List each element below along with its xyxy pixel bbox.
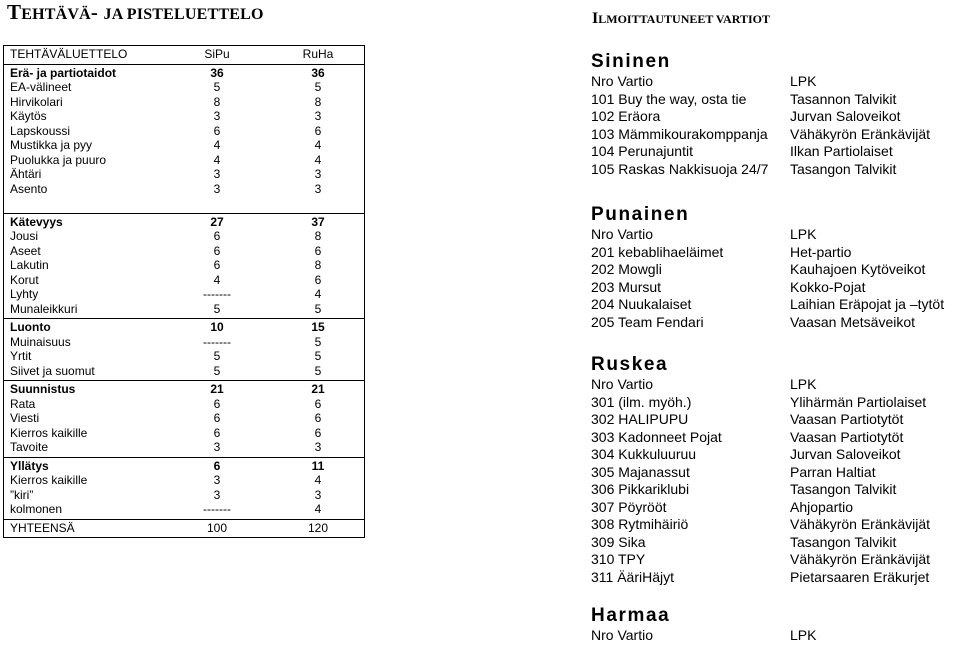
score-group bbox=[4, 214, 364, 320]
ruha-points: 6 bbox=[314, 243, 322, 258]
score-row bbox=[4, 521, 364, 536]
sipu-points: 6 bbox=[213, 458, 221, 473]
header-number-patrol: Nro Vartio bbox=[591, 73, 653, 89]
patrol-lpk: Ilkan Partiolaiset bbox=[790, 143, 893, 159]
sipu-points: 3 bbox=[213, 181, 221, 196]
sipu-points: 4 bbox=[213, 152, 221, 167]
task-name: Rata bbox=[10, 396, 36, 411]
score-row bbox=[4, 124, 364, 139]
score-group bbox=[4, 381, 364, 458]
sipu-points: 6 bbox=[213, 411, 221, 425]
score-row bbox=[4, 397, 364, 412]
sipu-points: 5 bbox=[213, 349, 221, 363]
ruha-points: 3 bbox=[314, 167, 322, 181]
patrol-row bbox=[591, 278, 866, 297]
patrol-row bbox=[591, 446, 901, 464]
task-name: EA-välineet bbox=[10, 80, 72, 94]
score-row bbox=[4, 349, 364, 364]
patrol-lpk: Kauhajoen Kytöveikot bbox=[790, 261, 926, 277]
patrol-lpk: Tasannon Talvikit bbox=[790, 90, 897, 107]
ruha-points: 5 bbox=[314, 349, 322, 363]
team-color-heading: Sininen bbox=[591, 51, 671, 72]
score-row bbox=[4, 229, 364, 244]
score-row bbox=[4, 426, 364, 441]
score-row bbox=[4, 95, 364, 110]
sipu-points: 6 bbox=[213, 425, 221, 440]
score-row bbox=[4, 287, 364, 302]
patrol-lpk: Vähäkyrön Eränkävijät bbox=[790, 551, 931, 567]
score-row bbox=[4, 440, 364, 455]
ruha-points: 8 bbox=[314, 229, 322, 243]
score-row bbox=[4, 473, 364, 488]
patrol-name: 309 Sika bbox=[591, 533, 646, 550]
patrol-row bbox=[591, 568, 930, 587]
ruha-points: 5 bbox=[314, 334, 322, 349]
score-row bbox=[4, 167, 364, 182]
patrol-lpk: Vähäkyrön Eränkävijät bbox=[790, 125, 931, 142]
patrol-lpk: Vähäkyrön Eränkävijät bbox=[790, 516, 931, 532]
patrol-name: 101 Buy the way, osta tie bbox=[591, 90, 747, 107]
team-color-heading: Ruskea bbox=[591, 354, 669, 375]
patrol-row bbox=[591, 296, 945, 314]
sipu-points: 5 bbox=[213, 80, 221, 94]
score-group bbox=[4, 520, 364, 538]
sipu-points: 3 bbox=[213, 487, 221, 502]
team-list-header bbox=[591, 627, 817, 645]
sipu-points: 4 bbox=[213, 138, 221, 152]
patrol-lpk: Jurvan Saloveikot bbox=[790, 108, 901, 124]
task-name: Munaleikkuri bbox=[10, 301, 78, 316]
sipu-points: 4 bbox=[213, 272, 221, 287]
task-name: Yllätys bbox=[10, 458, 49, 473]
task-name: kolmonen bbox=[10, 502, 63, 516]
patrol-row bbox=[591, 90, 897, 109]
task-name: Siivet ja suomut bbox=[10, 363, 95, 378]
task-name: Kierros kaikille bbox=[10, 473, 88, 487]
team-color-heading: Harmaa bbox=[591, 605, 671, 626]
sipu-points: 6 bbox=[213, 229, 221, 243]
patrol-lpk: Tasangon Talvikit bbox=[790, 160, 897, 177]
score-row bbox=[4, 196, 364, 211]
patrol-name: 105 Raskas Nakkisuoja 24/7 bbox=[591, 160, 769, 177]
patrol-lpk: Vaasan Metsäveikot bbox=[790, 313, 916, 330]
patrol-name: 310 TPY bbox=[591, 551, 646, 567]
patrol-lpk: Vaasan Partiotytöt bbox=[790, 411, 904, 427]
score-table-header bbox=[4, 47, 364, 62]
ruha-points: 3 bbox=[314, 487, 322, 502]
ruha-points: 8 bbox=[314, 94, 322, 109]
patrol-name: 306 Pikkariklubi bbox=[591, 481, 690, 497]
patrol-name: 311 ÄäriHäjyt bbox=[591, 568, 675, 585]
ruha-points: 11 bbox=[311, 458, 325, 473]
task-name: Suunnistus bbox=[10, 382, 76, 396]
sipu-points: ------- bbox=[203, 287, 231, 301]
patrol-row bbox=[591, 108, 901, 126]
score-category-row bbox=[4, 66, 364, 81]
patrol-row bbox=[591, 551, 931, 569]
task-name: Jousi bbox=[10, 229, 39, 243]
task-name: YHTEENSÄ bbox=[10, 520, 75, 535]
patrol-row bbox=[591, 261, 926, 279]
patrol-lpk: Parran Haltiat bbox=[790, 463, 876, 480]
patrol-row bbox=[591, 160, 897, 179]
sipu-points: 100 bbox=[206, 520, 228, 535]
sipu-points: 10 bbox=[210, 320, 224, 334]
patrol-row bbox=[591, 143, 893, 161]
patrol-row bbox=[591, 313, 916, 332]
ruha-points: 36 bbox=[311, 65, 325, 80]
team-section bbox=[591, 204, 945, 331]
ruha-points: 15 bbox=[311, 320, 325, 334]
ruha-points: 120 bbox=[307, 520, 329, 535]
header-lpk: LPK bbox=[790, 376, 817, 392]
patrol-name: 307 Pöyrööt bbox=[591, 498, 667, 515]
patrol-row bbox=[591, 428, 904, 447]
sipu-points: ------- bbox=[203, 502, 231, 516]
score-row bbox=[4, 153, 364, 168]
patrol-name: 203 Mursut bbox=[591, 278, 662, 295]
patrol-row bbox=[591, 243, 852, 262]
score-row bbox=[4, 109, 364, 124]
task-name: Mustikka ja pyy bbox=[10, 138, 93, 152]
sipu-points: 6 bbox=[213, 243, 221, 258]
task-name: Lapskoussi bbox=[10, 123, 71, 138]
patrol-name: 302 HALIPUPU bbox=[591, 411, 689, 427]
patrol-lpk: Kokko-Pojat bbox=[790, 278, 866, 295]
patrol-name: 301 (ilm. myöh.) bbox=[591, 393, 692, 410]
patrol-name: 103 Mämmikourakomppanja bbox=[591, 125, 768, 142]
task-name: Kierros kaikille bbox=[10, 425, 88, 440]
patrol-name: 201 kebablihaeläimet bbox=[591, 243, 724, 260]
patrol-name: 205 Team Fendari bbox=[591, 313, 704, 330]
patrol-lpk: Jurvan Saloveikot bbox=[790, 446, 901, 462]
header-number-patrol: Nro Vartio bbox=[591, 627, 653, 643]
sipu-points: 21 bbox=[210, 382, 224, 396]
patrol-row bbox=[591, 393, 927, 412]
team-section bbox=[591, 605, 817, 645]
ruha-points: 4 bbox=[314, 502, 322, 516]
score-category-row bbox=[4, 459, 364, 474]
score-row bbox=[4, 488, 364, 503]
header-task-list: TEHTÄVÄLUETTELO bbox=[10, 47, 128, 61]
score-category-row bbox=[4, 320, 364, 335]
task-name: Viesti bbox=[10, 411, 40, 425]
task-name: Ähtäri bbox=[10, 167, 42, 181]
task-name: Luonto bbox=[10, 320, 51, 334]
task-name: Lyhty bbox=[10, 287, 39, 301]
task-name: Puolukka ja puuro bbox=[10, 152, 107, 167]
team-section bbox=[591, 51, 931, 178]
ruha-points: 4 bbox=[314, 138, 322, 152]
task-name: Korut bbox=[10, 272, 39, 287]
header-number-patrol: Nro Vartio bbox=[591, 376, 653, 392]
patrol-lpk: Tasangon Talvikit bbox=[790, 533, 897, 550]
team-color-heading: Punainen bbox=[591, 204, 690, 225]
score-row bbox=[4, 138, 364, 153]
score-category-row bbox=[4, 215, 364, 230]
ruha-points: 21 bbox=[311, 382, 325, 396]
ruha-points: 4 bbox=[314, 152, 322, 167]
team-list-header bbox=[591, 376, 817, 394]
score-group bbox=[4, 319, 364, 381]
patrol-lpk: Tasangon Talvikit bbox=[790, 481, 897, 497]
sipu-points: 36 bbox=[210, 65, 224, 80]
score-row bbox=[4, 302, 364, 317]
patrol-name: 308 Rytmihäiriö bbox=[591, 516, 689, 532]
patrol-name: 102 Eräora bbox=[591, 108, 661, 124]
sipu-points: 3 bbox=[213, 473, 221, 487]
task-name: Yrtit bbox=[10, 349, 32, 363]
ruha-points: 6 bbox=[314, 396, 322, 411]
score-row bbox=[4, 182, 364, 197]
sipu-points: ------- bbox=[203, 334, 231, 349]
ruha-points: 6 bbox=[314, 272, 322, 287]
patrol-name: 204 Nuukalaiset bbox=[591, 296, 692, 312]
patrol-name: 104 Perunajuntit bbox=[591, 143, 693, 159]
ruha-points: 8 bbox=[314, 258, 322, 272]
patrol-name: 304 Kukkuluuruu bbox=[591, 446, 697, 462]
score-row bbox=[4, 244, 364, 259]
patrol-row bbox=[591, 463, 876, 482]
ruha-points: 3 bbox=[314, 109, 322, 123]
task-name: Tavoite bbox=[10, 440, 49, 454]
sipu-points: 27 bbox=[210, 214, 224, 229]
score-table bbox=[3, 45, 365, 538]
task-name: Aseet bbox=[10, 243, 41, 258]
ruha-points: 37 bbox=[311, 214, 325, 229]
patrol-lpk: Vaasan Partiotytöt bbox=[790, 428, 904, 445]
patrol-row bbox=[591, 533, 897, 552]
ruha-points: 5 bbox=[314, 301, 322, 316]
sipu-points: 3 bbox=[213, 167, 221, 181]
patrol-lpk: Ylihärmän Partiolaiset bbox=[790, 393, 927, 410]
score-row bbox=[4, 80, 364, 95]
sipu-points: 5 bbox=[213, 301, 221, 316]
header-lpk: LPK bbox=[790, 627, 817, 643]
task-name: Erä- ja partiotaidot bbox=[10, 65, 117, 80]
patrol-lpk: Het-partio bbox=[790, 243, 852, 260]
header-number-patrol: Nro Vartio bbox=[591, 226, 653, 242]
ruha-points: 6 bbox=[314, 123, 322, 138]
patrol-row bbox=[591, 498, 854, 517]
score-row bbox=[4, 273, 364, 288]
sipu-points: 6 bbox=[213, 396, 221, 411]
header-lpk: LPK bbox=[790, 226, 817, 242]
score-row bbox=[4, 258, 364, 273]
team-list-header bbox=[591, 226, 817, 244]
patrol-name: 202 Mowgli bbox=[591, 261, 662, 277]
header-sipu: SiPu bbox=[204, 47, 230, 61]
patrol-row bbox=[591, 125, 931, 144]
sipu-points: 5 bbox=[213, 363, 221, 378]
patrol-lpk: Laihian Eräpojat ja –tytöt bbox=[790, 296, 945, 312]
sipu-points: 3 bbox=[213, 440, 221, 454]
registered-teams-title: ILMOITTAUTUNEET VARTIOT bbox=[592, 10, 770, 27]
score-group bbox=[4, 458, 364, 520]
score-group bbox=[4, 65, 364, 214]
header-ruha: RuHa bbox=[302, 47, 334, 61]
sipu-points: 3 bbox=[213, 109, 221, 123]
task-name: ”kiri” bbox=[10, 487, 34, 502]
patrol-row bbox=[591, 516, 931, 534]
ruha-points: 5 bbox=[314, 80, 322, 94]
ruha-points: 6 bbox=[314, 411, 322, 425]
ruha-points: 4 bbox=[314, 287, 322, 301]
sipu-points: 8 bbox=[213, 94, 221, 109]
patrol-lpk: Pietarsaaren Eräkurjet bbox=[790, 568, 930, 585]
task-name: Käytös bbox=[10, 109, 47, 123]
patrol-lpk: Ahjopartio bbox=[790, 498, 854, 515]
score-row bbox=[4, 364, 364, 379]
sipu-points: 6 bbox=[213, 123, 221, 138]
task-name: Hirvikolari bbox=[10, 94, 63, 109]
ruha-points: 3 bbox=[314, 181, 322, 196]
score-category-row bbox=[4, 382, 364, 397]
team-section bbox=[591, 354, 931, 586]
patrol-row bbox=[591, 481, 897, 499]
task-name: Asento bbox=[10, 181, 48, 196]
ruha-points: 3 bbox=[314, 440, 322, 454]
score-row bbox=[4, 411, 364, 426]
ruha-points: 5 bbox=[314, 363, 322, 378]
task-name: Muinaisuus bbox=[10, 334, 71, 349]
patrol-name: 305 Majanassut bbox=[591, 463, 690, 480]
left-page-title: TEHTÄVÄ- JA PISTELUETTELO bbox=[7, 0, 264, 24]
score-row bbox=[4, 502, 364, 517]
patrol-name: 303 Kadonneet Pojat bbox=[591, 428, 722, 445]
task-name: Kätevyys bbox=[10, 214, 63, 229]
task-name: Lakutin bbox=[10, 258, 49, 272]
score-table-header-group bbox=[4, 46, 364, 65]
ruha-points: 4 bbox=[314, 473, 322, 487]
team-list-header bbox=[591, 73, 817, 91]
ruha-points: 6 bbox=[314, 425, 322, 440]
header-lpk: LPK bbox=[790, 73, 817, 89]
sipu-points: 6 bbox=[213, 258, 221, 272]
score-row bbox=[4, 335, 364, 350]
patrol-row bbox=[591, 411, 904, 429]
